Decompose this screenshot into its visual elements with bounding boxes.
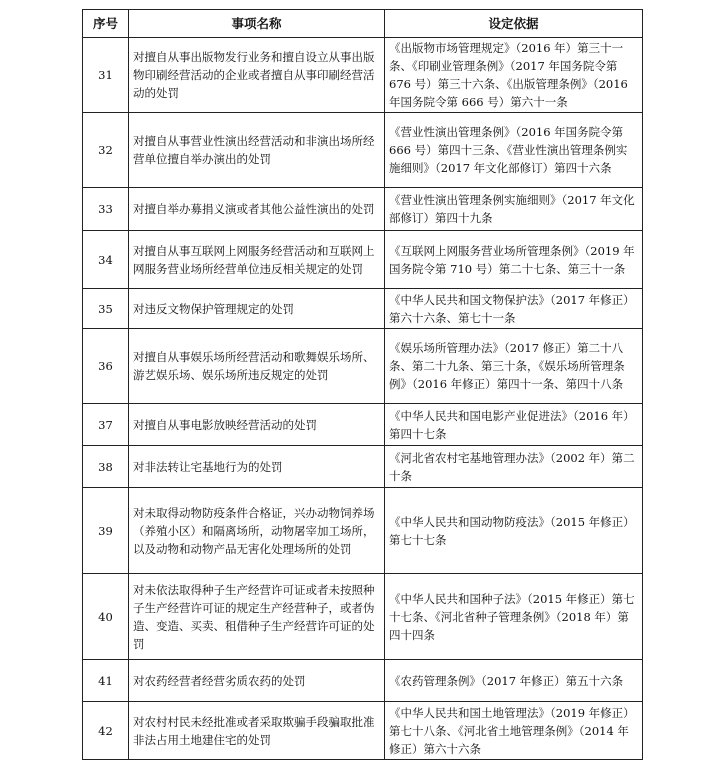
row-no: 33 bbox=[83, 188, 129, 231]
table-row bbox=[83, 188, 643, 231]
table-row bbox=[83, 329, 643, 404]
row-name: 对非法转让宅基地行为的处罚 bbox=[129, 446, 385, 488]
row-name: 对农村村民未经批准或者采取欺骗手段骗取批准非法占用土地建住宅的处罚 bbox=[129, 702, 385, 760]
row-name: 对未依法取得种子生产经营许可证或者未按照种子生产经营许可证的规定生产经营种子，或者伪造、变造、买卖、租借种子生产经营许可证的处罚 bbox=[129, 574, 385, 660]
row-name: 对擅自从事娱乐场所经营活动和歌舞娱乐场所、游艺娱乐场、娱乐场所违反规定的处罚 bbox=[129, 329, 385, 404]
row-no: 37 bbox=[83, 404, 129, 446]
row-no: 31 bbox=[83, 38, 129, 113]
row-basis: 《农药管理条例》（2017 年修正）第五十六条 bbox=[385, 660, 643, 702]
row-basis: 《中华人民共和国种子法》（2015 年修正）第七十七条、《河北省种子管理条例》（2018 年）第四十四条 bbox=[385, 574, 643, 660]
row-no: 40 bbox=[83, 574, 129, 660]
row-basis: 《出版物市场管理规定》（2016 年）第三十一条、《印刷业管理条例》（2017 年国务院令第 676 号）第三十六条、《出版管理条例》（2016 年国务院令第 666 号）第六十一条 bbox=[385, 38, 643, 113]
row-basis: 《互联网上网服务营业场所管理条例》（2019 年国务院令第 710 号）第二十七条、第三十一条 bbox=[385, 231, 643, 289]
table-row bbox=[83, 446, 643, 488]
row-no: 34 bbox=[83, 231, 129, 289]
table-row bbox=[83, 289, 643, 329]
table-row bbox=[83, 660, 643, 702]
regulation-table bbox=[82, 9, 643, 760]
row-name: 对农药经营者经营劣质农药的处罚 bbox=[129, 660, 385, 702]
row-no: 42 bbox=[83, 702, 129, 760]
header-no: 序号 bbox=[83, 10, 129, 38]
header-basis: 设定依据 bbox=[385, 10, 643, 38]
row-name: 对违反文物保护管理规定的处罚 bbox=[129, 289, 385, 329]
row-name: 对未取得动物防疫条件合格证，兴办动物饲养场（养殖小区）和隔离场所，动物屠宰加工场所，以及动物和动物产品无害化处理场所的处罚 bbox=[129, 488, 385, 574]
row-basis: 《中华人民共和国电影产业促进法》（2016 年）第四十七条 bbox=[385, 404, 643, 446]
row-name: 对擅自从事出版物发行业务和擅自设立从事出版物印刷经营活动的企业或者擅自从事印刷经营活动的处罚 bbox=[129, 38, 385, 113]
row-no: 38 bbox=[83, 446, 129, 488]
row-basis: 《中华人民共和国动物防疫法》（2015 年修正）第七十七条 bbox=[385, 488, 643, 574]
table-row bbox=[83, 231, 643, 289]
row-no: 35 bbox=[83, 289, 129, 329]
row-name: 对擅自从事营业性演出经营活动和非演出场所经营单位擅自举办演出的处罚 bbox=[129, 113, 385, 188]
table-header-row bbox=[83, 10, 643, 38]
row-basis: 《营业性演出管理条例实施细则》（2017 年文化部修订）第四十九条 bbox=[385, 188, 643, 231]
table-row bbox=[83, 488, 643, 574]
document-page bbox=[82, 9, 642, 760]
row-basis: 《营业性演出管理条例》（2016 年国务院令第 666 号）第四十三条、《营业性演出管理条例实施细则》（2017 年文化部修订）第四十六条 bbox=[385, 113, 643, 188]
table-row bbox=[83, 702, 643, 760]
row-name: 对擅自从事电影放映经营活动的处罚 bbox=[129, 404, 385, 446]
row-no: 32 bbox=[83, 113, 129, 188]
row-basis: 《中华人民共和国土地管理法》（2019 年修正）第七十八条、《河北省土地管理条例》（2014 年修正）第六十六条 bbox=[385, 702, 643, 760]
header-name: 事项名称 bbox=[129, 10, 385, 38]
row-basis: 《河北省农村宅基地管理办法》（2002 年）第二十条 bbox=[385, 446, 643, 488]
row-basis: 《中华人民共和国文物保护法》（2017 年修正）第六十六条、第七十一条 bbox=[385, 289, 643, 329]
row-no: 41 bbox=[83, 660, 129, 702]
table-row bbox=[83, 113, 643, 188]
table-row bbox=[83, 38, 643, 113]
row-no: 39 bbox=[83, 488, 129, 574]
table-row bbox=[83, 404, 643, 446]
row-name: 对擅自举办募捐义演或者其他公益性演出的处罚 bbox=[129, 188, 385, 231]
row-name: 对擅自从事互联网上网服务经营活动和互联网上网服务营业场所经营单位违反相关规定的处罚 bbox=[129, 231, 385, 289]
table-row bbox=[83, 574, 643, 660]
row-basis: 《娱乐场所管理办法》（2017 修正）第二十八条、第二十九条、第三十条，《娱乐场所管理条例》（2016 年修正）第四十一条、第四十八条 bbox=[385, 329, 643, 404]
row-no: 36 bbox=[83, 329, 129, 404]
